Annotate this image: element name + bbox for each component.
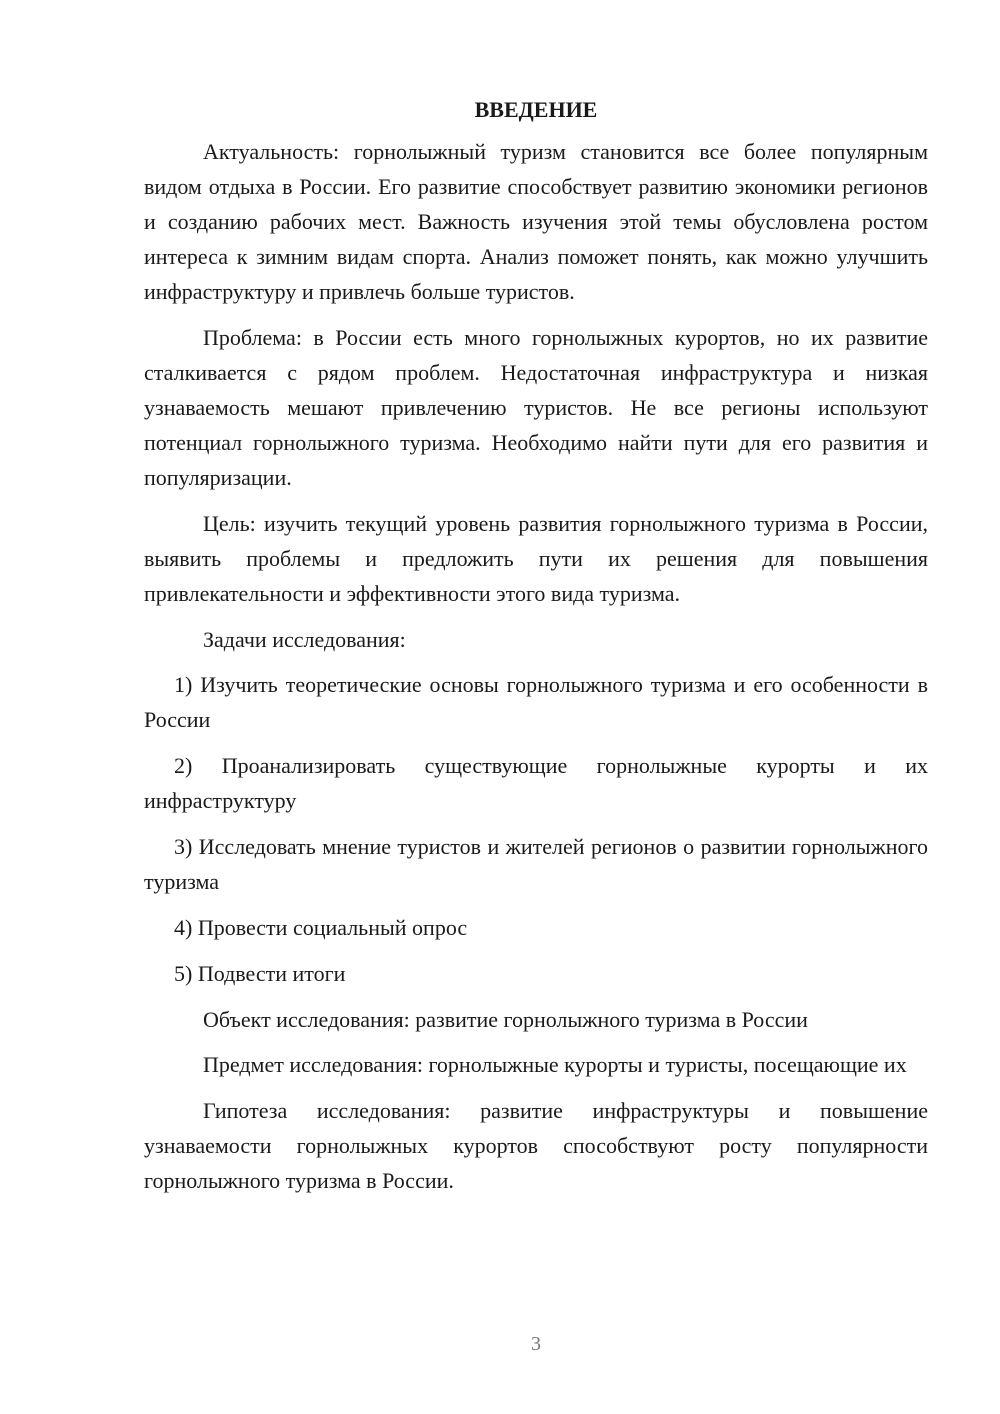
task-item-3: 3) Исследовать мнение туристов и жителей регионов о развитии горнолыжного туризма [144, 834, 928, 894]
document-page [144, 92, 928, 1209]
task-item-2: 2) Проанализировать существующие горнолыжные курорты и их инфраструктуру [144, 753, 928, 813]
task-item-5: 5) Подвести итоги [174, 961, 346, 986]
page-number: 3 [531, 1333, 541, 1355]
tasks-heading: Задачи исследования: [203, 627, 406, 652]
paragraph-subject: Предмет исследования: горнолыжные курорты и туристы, посещающие их [203, 1052, 907, 1077]
paragraph-relevance: Актуальность: горнолыжный туризм становится все более популярным видом отдыха в России. Его развитие способствует развитию экономики регионов и созданию рабочих мест. Важность изучения этой темы обусловлена ростом интереса к зимним видам спорта. Анализ поможет понять, как можно улучшить инфраструктуру и привлечь больше туристов. [144, 139, 928, 304]
paragraph-goal: Цель: изучить текущий уровень развития горнолыжного туризма в России, выявить проблемы и предложить пути их решения для повышения привлекательности и эффективности этого вида туризма. [144, 511, 928, 606]
page-title: ВВЕДЕНИЕ [474, 97, 598, 122]
paragraph-problem: Проблема: в России есть много горнолыжных курортов, но их развитие сталкивается с рядом проблем. Недостаточная инфраструктура и низкая узнаваемость мешают привлечению туристов. Не все регионы используют потенциал горнолыжного туризма. Необходимо найти пути для его развития и популяризации. [144, 325, 928, 490]
paragraph-hypothesis: Гипотеза исследования: развитие инфраструктуры и повышение узнаваемости горнолыжных курортов способствуют росту популярности горнолыжного туризма в России. [144, 1098, 928, 1193]
task-item-4: 4) Провести социальный опрос [174, 915, 468, 940]
paragraph-object: Объект исследования: развитие горнолыжного туризма в России [203, 1007, 808, 1032]
task-item-1: 1) Изучить теоретические основы горнолыжного туризма и его особенности в России [144, 672, 928, 732]
